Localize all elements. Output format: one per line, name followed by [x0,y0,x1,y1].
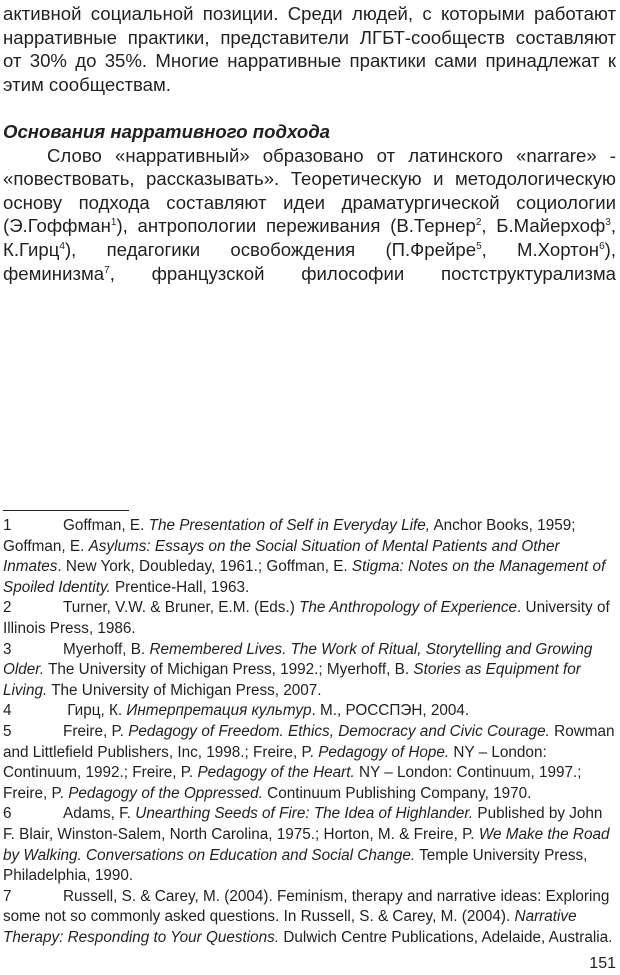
footnotes [3,516,616,948]
footnote-7: 7 Russell, S. & Carey, M. (2004). Feminism, therapy and narrative ideas: Exploring some not so commonly asked questions. In Russell, S. & Carey, M. (2004). Narrative Therapy: Responding to Your Questions. Dulwich Centre Publications, Adelaide, Australia. [3,887,613,946]
footnote-number: 2 [3,599,12,617]
footnote-6: 6 Adams, F. Unearthing Seeds of Fire: The Idea of Highlander. Published by John F. Blair, Winston-Salem, North Carolina, 1975.; Horton, M. & Freire, P. We Make the Road by Walking. Conversations on Education and Social Change. Temple University Press, Philadelphia, 1990. [3,805,610,885]
footnote-number: 1 [3,517,12,534]
footnote-number: 6 [3,805,12,823]
footnote-ref: 5 [476,240,482,252]
paragraph-intro: активной социальной позиции. Среди людей, с которыми работают нарративные практики, представители ЛГБТ-сообществ составляют от 30% до 35%. Многие нарративные практики сами принадлежат к этим сообществам. [3,3,616,95]
footnote-ref: 1 [110,217,117,229]
footnote-ref: 2 [475,217,482,229]
footnote-number: 3 [3,640,12,658]
footnote-1: 1 Goffman, E. The Presentation of Self in Everyday Life, Anchor Books, 1959; Goffman, E. Asylums: Essays on the Social Situation of Mental Patients and Other Inmates. New York, Doubleday, 1961.; Goffman, E. Stigma: Notes on the Management of Spoiled Identity. Prentice-Hall, 1963. [3,517,606,596]
footnote-5: 5 Freire, P. Pedagogy of Freedom. Ethics, Democracy and Civic Courage. Rowman and Littlefield Publishers, Inc, 1998.; Freire, P. Pedagogy of Hope. NY – London: Continuum, 1992.; Freire, P. Pedagogy of the Heart. NY – London: Continuum, 1997.; Freire, P. Pedagogy of the Oppressed. Continuum Publishing Company, 1970. [3,722,615,802]
footnote-4: 4 Гирц, К. Интерпретация культур. М., РОССПЭН, 2004. [3,701,616,722]
footnote-number: 5 [3,722,12,740]
footnote-number: 7 [3,887,12,905]
footnote-3: 3 Myerhoff, B. Remembered Lives. The Work of Ritual, Storytelling and Growing Older. The University of Michigan Press, 1992.; Myerhoff, B. Stories as Equipment for Living. The University of Michigan Press, 2007. [3,640,593,699]
footnote-2: 2 Turner, V.W. & Bruner, E.M. (Eds.) The Anthropology of Experience. University of Illinois Press, 1986. [3,599,610,637]
section-heading: Основания нарративного подхода [3,120,331,142]
footnote-ref: 4 [59,240,65,252]
paragraph-origins: Слово «нарративный» образовано от латинского «narrare» - «повествовать, рассказывать». Теоретическую и методологическую основу подхода составляют идеи драматургической социологии (Э.Гоффман$^1$), антропологии переживания (В.Тернер$^2$, Б.Майерхоф$^3$, К.Гирц$^4$), педагогики освобождения (П.Фрейре$^5$, М.Хортон$^6$), феминизма$^7$, французской философии постструктурализма [3,144,617,284]
main-text [3,2,616,285]
footnote-number: 4 [3,702,12,720]
footnote-ref: 7 [104,264,110,276]
page-number: 151 [589,955,616,972]
footnote-ref: 6 [599,240,605,252]
footnote-ref: 3 [605,217,611,229]
footnote-separator [3,510,129,511]
